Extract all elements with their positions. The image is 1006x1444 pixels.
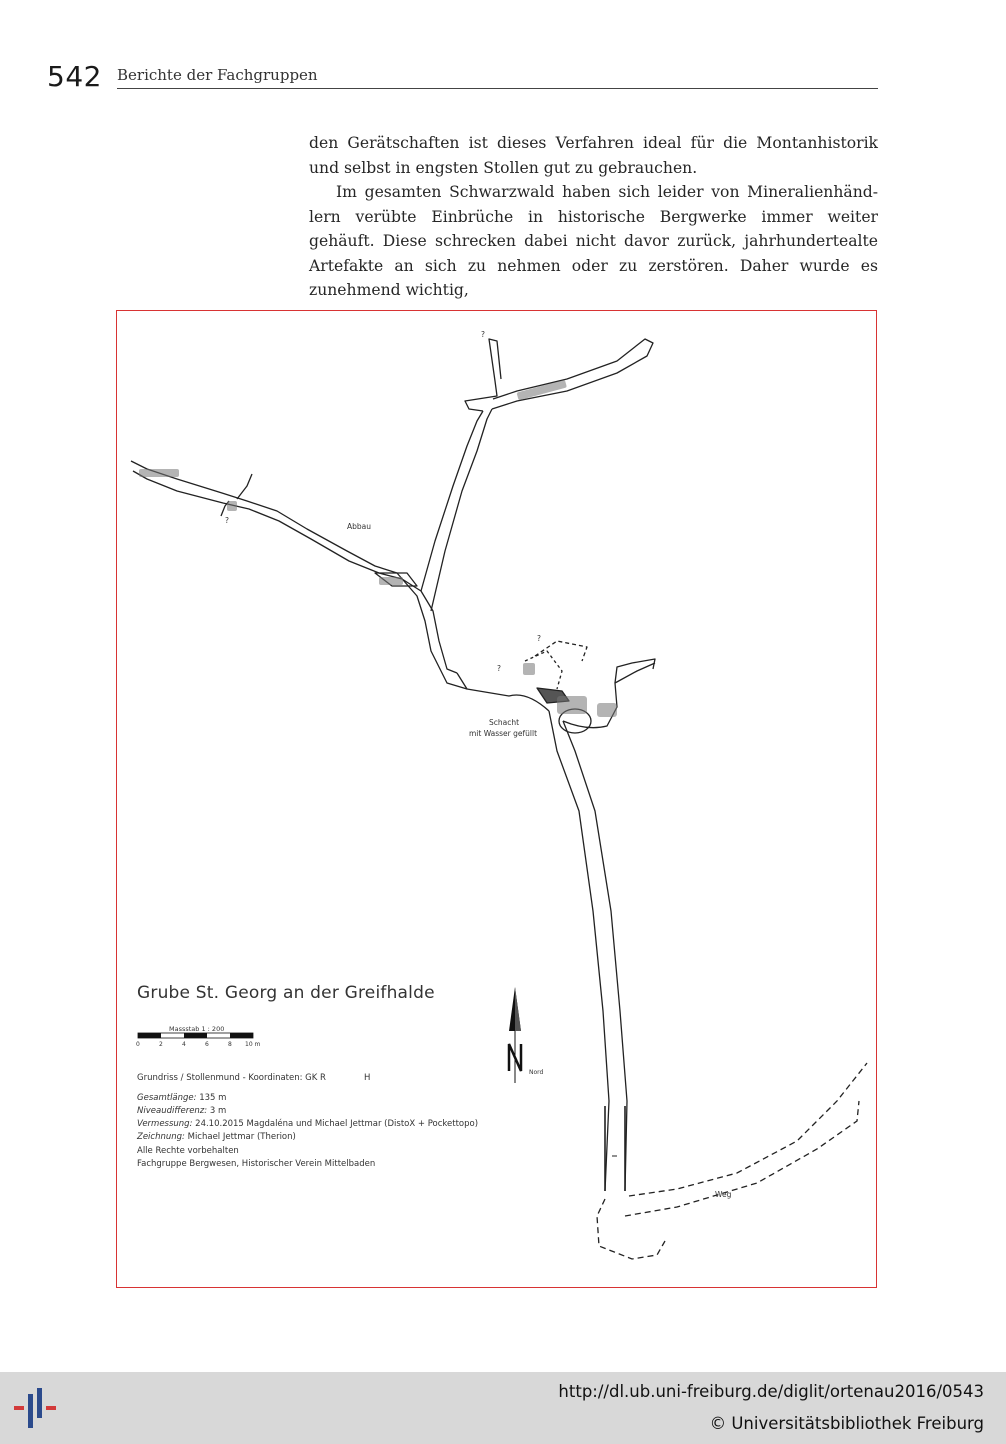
weg-path-loop (597, 1199, 665, 1259)
label-question-1: ? (481, 330, 485, 339)
weg-path-upper (629, 1063, 867, 1196)
paragraph-1: den Gerätschaften ist dieses Verfahren ideal für die Montanhistorik und selbst in engsten Stollen gut zu gebrauchen. (309, 134, 878, 177)
label-weg: Weg (715, 1190, 732, 1199)
scale-tick-6: 6 (205, 1041, 209, 1048)
running-title: Berichte der Fachgruppen (117, 66, 318, 84)
label-schacht-1: Schacht (489, 718, 520, 727)
info-drawing: Zeichnung: Michael Jettmar (Therion) (137, 1132, 296, 1142)
info-length: Gesamtlänge: 135 m (137, 1093, 227, 1103)
main-adit (549, 711, 609, 1191)
label-nord: Nord (529, 1069, 544, 1076)
label-question-4: ? (537, 634, 541, 643)
info-coords: Grundriss / Stollenmund - Koordinaten: GK R H (137, 1073, 371, 1083)
cave-map-figure (116, 310, 877, 1288)
map-title: Grube St. Georg an der Greifhalde (137, 983, 435, 1003)
label-question-3: ? (497, 664, 501, 673)
footer-url[interactable]: http://dl.ub.uni-freiburg.de/diglit/ortenau2016/0543 (558, 1382, 984, 1401)
cave-map-drawing (117, 311, 878, 1289)
ub-freiburg-logo-icon (10, 1384, 64, 1432)
label-question-2: ? (225, 516, 229, 525)
info-group: Fachgruppe Bergwesen, Historischer Verein Mittelbaden (137, 1159, 376, 1169)
scale-tick-10: 10 m (245, 1041, 261, 1048)
scale-tick-4: 4 (182, 1041, 186, 1048)
northeast-branch (492, 339, 653, 409)
north-tunnel (431, 409, 492, 611)
info-rights: Alle Rechte vorbehalten (137, 1146, 239, 1156)
label-abbau: Abbau (347, 522, 372, 531)
weg-path-lower (625, 1101, 859, 1216)
label-schacht-2: mit Wasser gefüllt (469, 729, 538, 738)
body-text (309, 131, 878, 303)
scale-tick-0: 0 (136, 1041, 140, 1048)
footer-bar (0, 1372, 1006, 1444)
page-number: 542 (47, 60, 102, 93)
scale-label: Massstab 1 : 200 (169, 1025, 225, 1033)
paragraph-2: Im gesamten Schwarzwald haben sich leider von Mineralienhänd-lern verübte Einbrüche in historische Bergwerke immer weiter gehäuft. Diese schrecken dabei nicht davor zurück, jahrhundertealte Artefakte an sich zu nehmen oder zu zerstören. Daher wurde es zunehmend wichtig, (309, 183, 878, 299)
footer-copyright: © Universitätsbibliothek Freiburg (709, 1414, 984, 1433)
scale-tick-8: 8 (228, 1041, 232, 1048)
info-level: Niveaudifferenz: 3 m (137, 1106, 227, 1116)
scale-bar (136, 1025, 261, 1048)
scale-tick-2: 2 (159, 1041, 163, 1048)
header-rule (117, 88, 878, 89)
north-arrow (509, 987, 521, 1083)
info-survey: Vermessung: 24.10.2015 Magdaléna und Michael Jettmar (DistoX + Pockettopo) (137, 1119, 479, 1129)
west-tunnel (131, 461, 467, 689)
